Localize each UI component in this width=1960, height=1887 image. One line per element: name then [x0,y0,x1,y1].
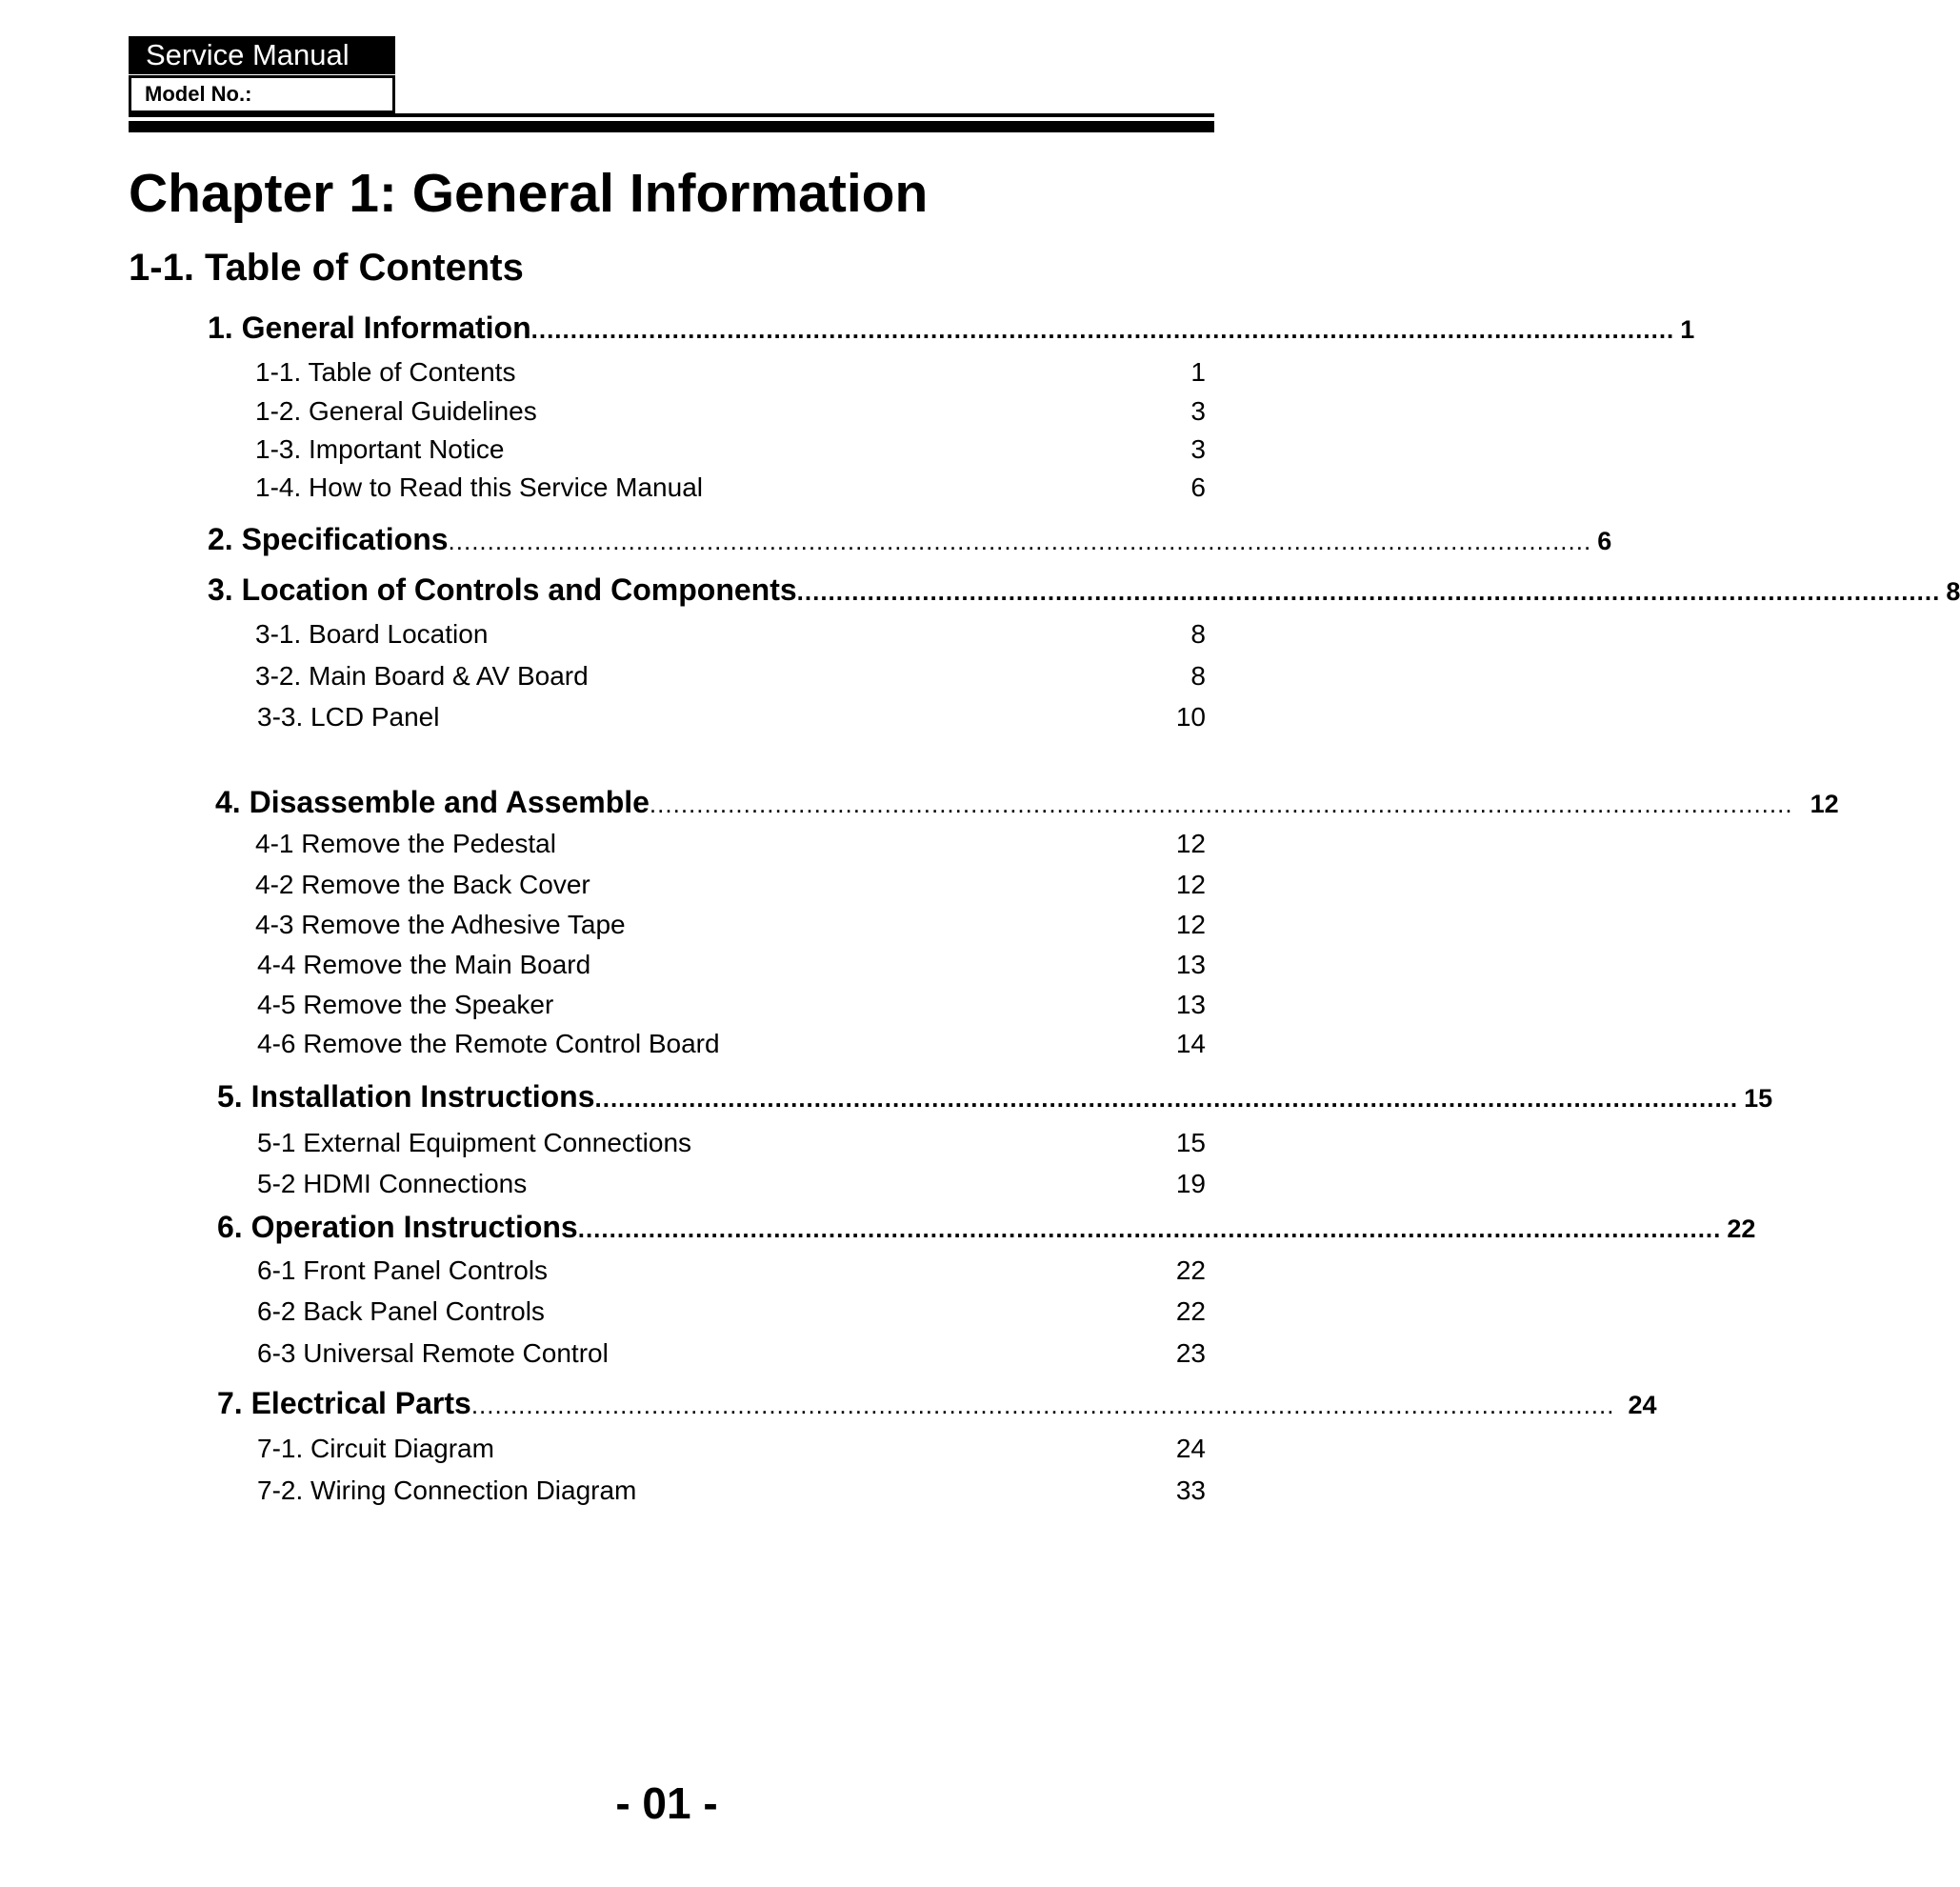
toc-entry-hdmi-connections[interactable] [257,1165,1206,1203]
toc-entry-label: 4-4 Remove the Main Board [257,950,591,979]
toc-entry-label: 4-6 Remove the Remote Control Board [257,1029,720,1058]
toc-entry-general-information[interactable] [208,307,1695,349]
toc-entry-page: 8 [1190,619,1206,649]
toc-entry-label: 1-1. Table of Contents [255,357,516,387]
toc-entry-remove-main-board[interactable] [257,946,1206,984]
toc-entry-lcd-panel[interactable] [257,698,1206,736]
toc-entry-specifications[interactable] [208,518,1612,560]
toc-leader-dots: .................................................................................................................................................. [448,527,1592,555]
toc-entry-label: 7. Electrical Parts [217,1386,471,1420]
toc-entry-remove-speaker[interactable] [257,986,1206,1024]
toc-entry-universal-remote-control[interactable] [257,1335,1206,1373]
toc-entry-page: 24 [1628,1391,1657,1419]
toc-entry-operation-instructions[interactable] [217,1206,1756,1248]
toc-entry-label: 4-5 Remove the Speaker [257,990,554,1019]
toc-entry-remove-pedestal[interactable] [255,825,1206,863]
toc-entry-label: 4-2 Remove the Back Cover [255,870,590,899]
toc-entry-disassemble-and-assemble[interactable] [215,781,1839,823]
toc-entry-page: 22 [1175,1255,1206,1285]
toc-entry-page: 12 [1175,910,1206,939]
toc-entry-page: 33 [1175,1475,1206,1505]
toc-entry-label: 6-3 Universal Remote Control [257,1338,609,1368]
service-manual-label: Service Manual [129,36,395,74]
toc-entry-general-guidelines[interactable] [255,392,1206,431]
toc-entry-label: 6. Operation Instructions [217,1210,578,1244]
toc-entry-external-equipment-connections[interactable] [257,1124,1206,1162]
toc-entry-circuit-diagram[interactable] [257,1430,1206,1468]
toc-leader-dots: .................................................................................................................................................. [470,1391,1615,1419]
toc-entry-wiring-connection-diagram[interactable] [257,1472,1206,1510]
toc-leader-dots: .................................................................................................................................................. [649,790,1793,818]
toc-entry-label: 2. Specifications [208,522,449,556]
section-title: 1-1. Table of Contents [129,247,524,289]
toc-entry-page: 22 [1727,1215,1756,1243]
toc-entry-page: 12 [1810,790,1839,818]
toc-entry-back-panel-controls[interactable] [257,1293,1206,1331]
toc-entry-installation-instructions[interactable] [217,1075,1773,1117]
toc-entry-page: 1 [1190,357,1206,387]
toc-entry-page: 3 [1190,434,1206,464]
toc-entry-page: 8 [1946,577,1960,606]
toc-entry-label: 6-1 Front Panel Controls [257,1255,549,1285]
model-number-label: Model No.: [129,75,395,113]
toc-entry-label: 7-1. Circuit Diagram [257,1434,494,1463]
toc-entry-location-of-controls[interactable] [208,569,1960,611]
toc-entry-board-location[interactable] [255,615,1206,653]
toc-leader-dots: .................................................................................................................................................. [530,315,1675,344]
toc-entry-page: 10 [1175,702,1206,732]
toc-entry-remove-remote-control-board[interactable] [257,1025,1206,1063]
header-rule-thin [129,113,1214,117]
toc-entry-page: 8 [1190,661,1206,691]
toc-entry-page: 6 [1597,527,1612,555]
toc-entry-page: 15 [1744,1084,1773,1113]
toc-entry-page: 22 [1175,1296,1206,1326]
toc-entry-table-of-contents[interactable] [255,353,1206,391]
toc-entry-label: 5-2 HDMI Connections [257,1169,528,1198]
toc-entry-page: 24 [1175,1434,1206,1463]
page-number: - 01 - [615,1778,718,1828]
toc-entry-page: 13 [1175,990,1206,1019]
toc-entry-label: 4. Disassemble and Assemble [215,785,650,819]
toc-entry-front-panel-controls[interactable] [257,1252,1206,1290]
toc-entry-label: 5. Installation Instructions [217,1079,595,1114]
chapter-title: Chapter 1: General Information [129,163,929,224]
toc-entry-label: 4-1 Remove the Pedestal [255,829,556,858]
toc-entry-label: 3. Location of Controls and Components [208,572,797,607]
header-rule-thick [129,121,1214,132]
toc-entry-label: 1-4. How to Read this Service Manual [255,472,703,502]
toc-leader-dots: .................................................................................................................................................. [577,1215,1722,1243]
toc-entry-page: 23 [1175,1338,1206,1368]
toc-entry-remove-back-cover[interactable] [255,866,1206,904]
toc-entry-label: 5-1 External Equipment Connections [257,1128,692,1157]
toc-entry-page: 12 [1175,870,1206,899]
toc-entry-page: 1 [1680,315,1695,344]
toc-entry-label: 1-2. General Guidelines [255,396,537,426]
toc-entry-label: 3-2. Main Board & AV Board [255,661,589,691]
toc-leader-dots: .................................................................................................................................................. [796,577,1941,606]
toc-entry-page: 14 [1175,1029,1206,1058]
toc-entry-page: 3 [1190,396,1206,426]
toc-entry-electrical-parts[interactable] [217,1382,1657,1424]
toc-entry-page: 15 [1175,1128,1206,1157]
toc-entry-page: 13 [1175,950,1206,979]
toc-entry-main-board-av-board[interactable] [255,657,1206,695]
toc-entry-label: 6-2 Back Panel Controls [257,1296,545,1326]
toc-entry-label: 7-2. Wiring Connection Diagram [257,1475,637,1505]
toc-entry-important-notice[interactable] [255,431,1206,469]
toc-entry-label: 1-3. Important Notice [255,434,505,464]
toc-entry-page: 6 [1190,472,1206,502]
toc-entry-page: 19 [1175,1169,1206,1198]
toc-entry-label: 3-1. Board Location [255,619,489,649]
toc-leader-dots: .................................................................................................................................................. [594,1084,1739,1113]
toc-entry-how-to-read[interactable] [255,469,1206,507]
toc-entry-label: 3-3. LCD Panel [257,702,440,732]
toc-entry-page: 12 [1175,829,1206,858]
toc-entry-remove-adhesive-tape[interactable] [255,906,1206,944]
toc-entry-label: 1. General Information [208,311,531,345]
toc-entry-label: 4-3 Remove the Adhesive Tape [255,910,626,939]
